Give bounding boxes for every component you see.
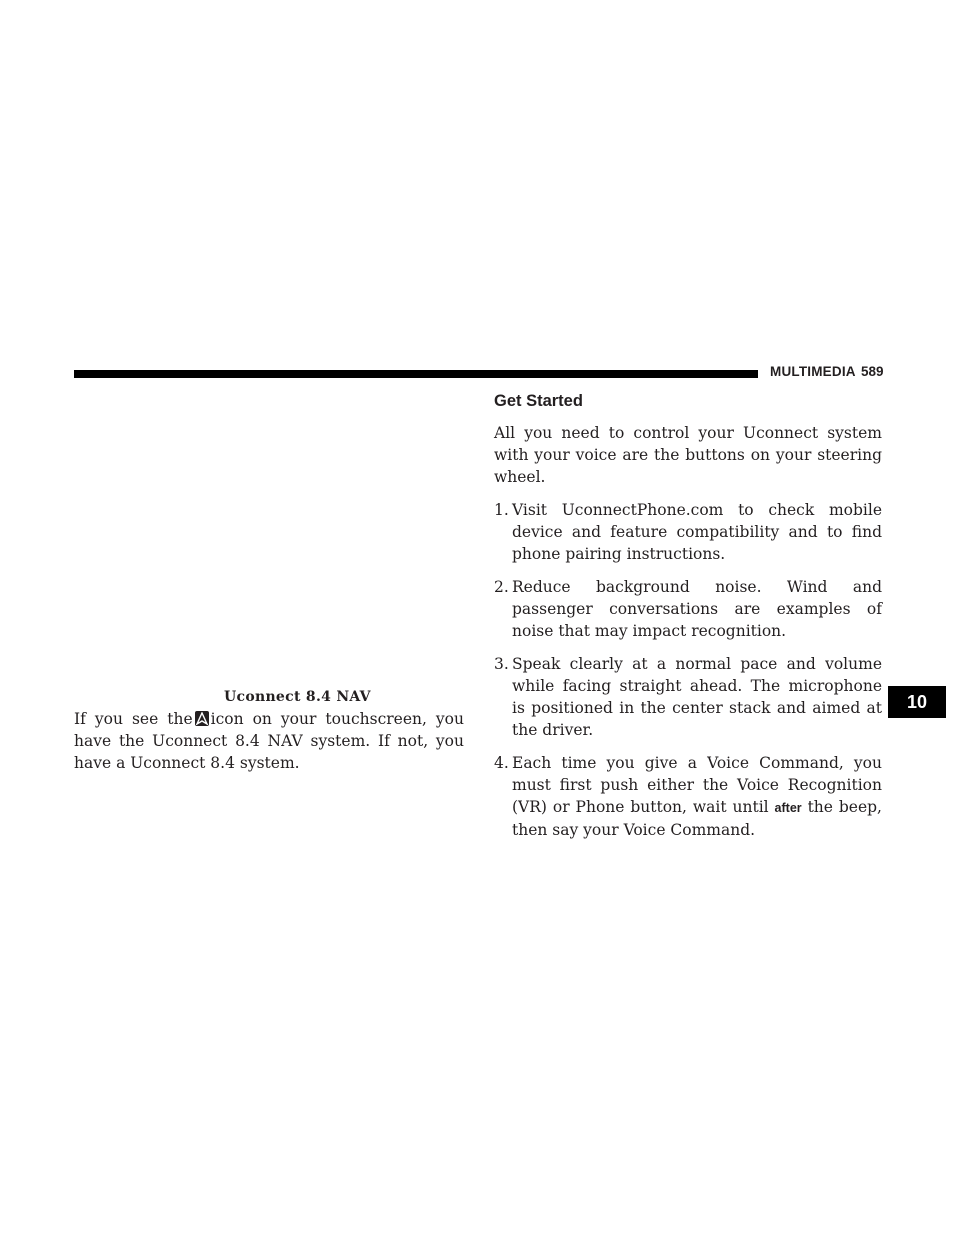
list-item-number: 1. [494,501,509,519]
list-item-text-end: the beep, then say your Voice Command. [512,798,882,839]
page-number: 589 [861,364,884,379]
section-title: Get Started [494,392,583,410]
list-item-text: Speak clearly at a normal pace and volume while facing straight ahead. The microphone is positioned in the center stack and aimed at the driver. [512,655,882,739]
emphasis-after: after [774,801,802,815]
nav-paragraph [74,708,464,774]
list-item [494,653,882,741]
list-item-text: Reduce background noise. Wind and passenger conversations are examples of noise that may impact recognition. [512,578,882,640]
right-column [494,390,882,852]
header-rule [74,370,758,378]
list-item [494,499,882,565]
left-column [74,688,464,774]
figure-caption: Uconnect 8.4 NAV [224,689,371,705]
running-header-section: MULTIMEDIA [770,364,856,379]
list-item-text: Visit UconnectPhone.com to check mobile device and feature compatibility and to find phone pairing instructions. [512,501,882,563]
list-item-number: 3. [494,655,509,673]
list-item [494,752,882,841]
list-item-number: 2. [494,578,509,596]
intro-paragraph: All you need to control your Uconnect system with your voice are the buttons on your steering wheel. [494,424,882,486]
list-item-text [512,752,882,841]
list-item [494,576,882,642]
list-item-number: 4. [494,754,509,772]
list-item-text-start: Each time you give a Voice Command, you must first push either the Voice Recognition (VR) or Phone button, wait until [512,754,882,816]
chapter-tab: 10 [888,686,946,718]
nav-paragraph-start: If you see the [74,710,193,728]
nav-paragraph-end: icon on your touchscreen, you have the Uconnect 8.4 NAV system. If not, you have a Uconnect 8.4 system. [74,710,464,772]
nav-icon [195,711,209,726]
